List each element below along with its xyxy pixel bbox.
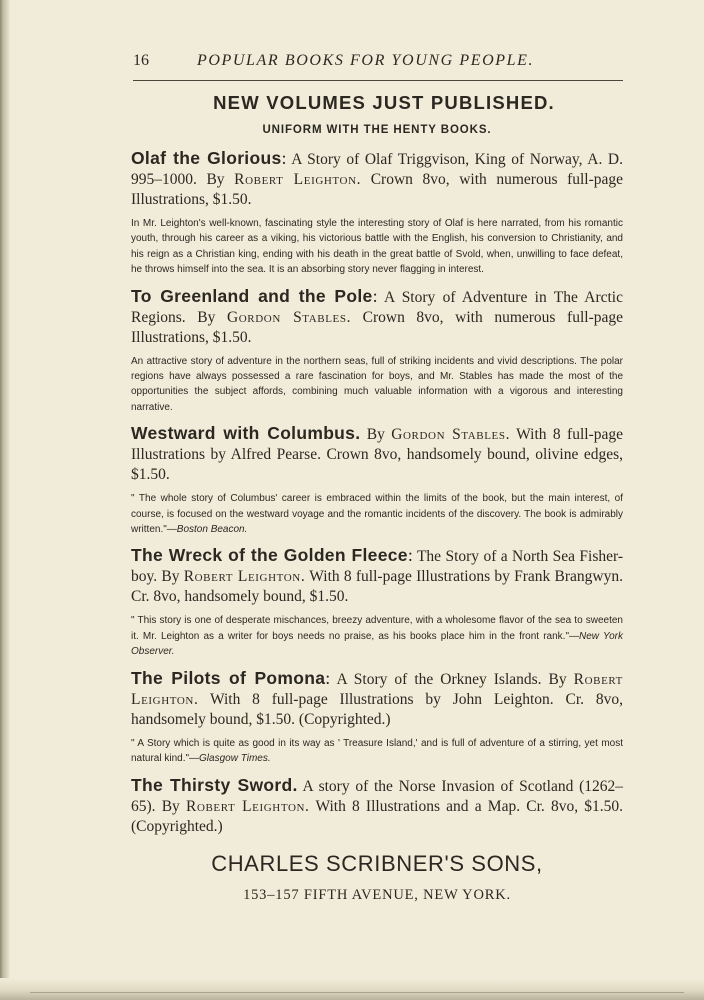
- book-listing: [131, 668, 623, 730]
- book-details: Crown 8vo, with numerous full-page Illustrations, $1.50.: [131, 308, 623, 346]
- book-description: By: [360, 426, 392, 444]
- subtitle: UNIFORM WITH THE HENTY BOOKS.: [262, 124, 492, 136]
- book-title-separator: :: [372, 285, 378, 306]
- book-title: Olaf the Glorious: [131, 148, 282, 168]
- running-head: POPULAR BOOKS FOR YOUNG PEOPLE.: [197, 52, 535, 69]
- book-author: Gordon Stables.: [391, 426, 511, 444]
- page-edge-bottom: [0, 978, 704, 1000]
- book-listing: [131, 423, 623, 485]
- book-blurb-source: New York Observer.: [131, 630, 623, 658]
- book-details: Crown 8vo, with numerous full-page Illustrations, $1.50.: [131, 171, 624, 208]
- book-blurb-source: Glasgow Times.: [199, 753, 271, 765]
- book-entry: [131, 775, 623, 837]
- book-blurb: [131, 613, 623, 659]
- book-blurb-text: In Mr. Leighton's well-known, fascinating style the interesting story of Olaf is here narrated, from his romantic youth, through his career as a viking, his victorious battle with the English, his conversion to Christianity, and his reign as a Christian king, ending with his death in the great battle of Svold, when, unwilling to face defeat, he throws himself into the sea. It is an absorbing story never flagging in interest.: [131, 218, 623, 276]
- page-edge-left: [0, 0, 10, 1000]
- book-entry: [131, 423, 623, 537]
- book-author: Robert Leighton.: [186, 797, 310, 815]
- book-author: Robert Leighton.: [183, 568, 306, 586]
- book-title: The Wreck of the Golden Fleece: [131, 545, 408, 566]
- header-rule: [133, 80, 623, 81]
- book-details: With 8 full-page Illustrations by John Leighton. Cr. 8vo, handsomely bound, $1.50. (Copyrighted.): [131, 690, 623, 728]
- book-blurb: [131, 491, 623, 537]
- book-description: The Story of a North Sea Fisher-boy. By: [131, 548, 623, 586]
- book-title-separator: :: [281, 148, 287, 168]
- book-blurb: [131, 216, 623, 278]
- main-title: NEW VOLUMES JUST PUBLISHED.: [213, 92, 555, 113]
- book-entry: [131, 148, 623, 278]
- book-listing: [131, 148, 623, 210]
- book-entry: [131, 668, 623, 767]
- book-listing: [131, 775, 623, 837]
- book-author: Robert Leighton.: [234, 171, 362, 188]
- book-details: With 8 full-page Illustrations by Alfred Pearse. Crown 8vo, handsomely bound, olivine edges, $1.50.: [131, 426, 623, 484]
- book-title: The Thirsty Sword.: [131, 774, 298, 795]
- book-blurb-source: Boston Beacon.: [176, 524, 248, 536]
- book-description: A story of the Norse Invasion of Scotland (1262–65). By: [131, 777, 624, 815]
- book-author: Gordon Stables.: [226, 308, 352, 326]
- book-entry: [131, 286, 623, 416]
- publisher-address: 153–157 FIFTH AVENUE, NEW YORK.: [243, 886, 511, 903]
- book-title-separator: :: [325, 667, 331, 688]
- book-description: A Story of the Orkney Islands. By: [330, 670, 574, 688]
- book-title: To Greenland and the Pole: [131, 285, 373, 306]
- book-details: With 8 Illustrations and a Map. Cr. 8vo, $1.50. (Copyrighted.): [131, 797, 624, 835]
- book-blurb-text: " This story is one of desperate mischances, breezy adventure, with a wholesome flavor of the sea to sweeten it. Mr. Leighton as a writer for boys needs no praise, as his books place him in the front rank."—: [131, 615, 623, 642]
- book-blurb-text: " A Story which is quite as good in its way as ' Treasure Island,' and is full of adventure of a stirring, yet most natural kind."—: [131, 737, 623, 765]
- book-listing: [131, 286, 623, 348]
- book-description: A Story of Olaf Triggvison, King of Norway, A. D. 995–1000. By: [131, 151, 624, 188]
- book-title: Westward with Columbus.: [131, 423, 361, 444]
- book-author: Robert Leighton.: [131, 670, 623, 708]
- book-entry: [131, 545, 623, 659]
- publisher-name: CHARLES SCRIBNER'S SONS,: [211, 850, 543, 876]
- book-title: The Pilots of Pomona: [131, 667, 326, 688]
- page-content: [131, 92, 623, 904]
- page-number: 16: [133, 52, 149, 69]
- book-blurb: [131, 736, 623, 767]
- book-blurb: [131, 354, 623, 416]
- book-description: A Story of Adventure in The Arctic Regions. By: [131, 288, 623, 326]
- book-title-separator: :: [407, 545, 413, 566]
- book-details: With 8 full-page Illustrations by Frank Brangwyn. Cr. 8vo, handsomely bound, $1.50.: [131, 568, 623, 606]
- book-blurb-text: " The whole story of Columbus' career is embraced within the limits of the book, but the main interest, of course, is focused on the westward voyage and the romantic incidents of the discovery. The book is admirably written."—: [131, 493, 623, 536]
- book-blurb-text: An attractive story of adventure in the northern seas, full of striking incidents and vivid descriptions. The polar regions have always possessed a rare fascination for boys, and Mr. Stables has made the most of the opportunities the subject affords, combining much valuable information with a vigorous and interesting narrative.: [131, 355, 623, 413]
- book-listing: [131, 545, 623, 607]
- page-header: [133, 52, 624, 78]
